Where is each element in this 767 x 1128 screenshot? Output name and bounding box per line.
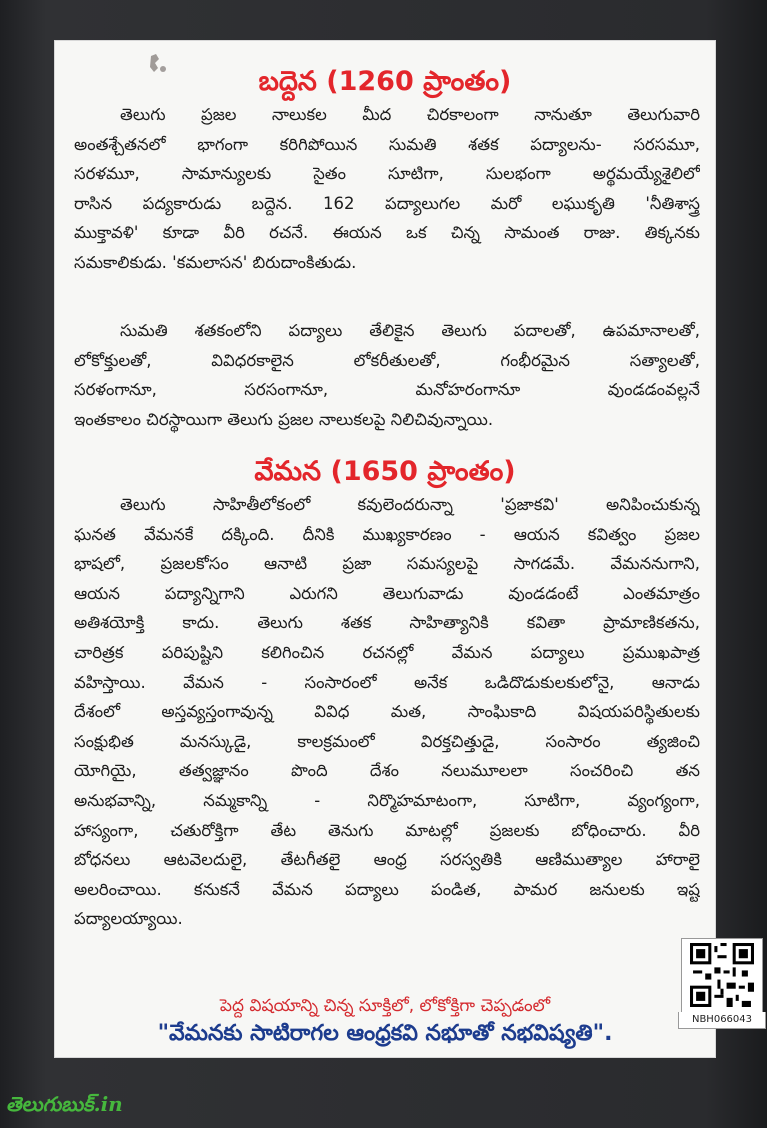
qr-code-icon — [681, 938, 763, 1014]
text-line: ఇంతకాలం చిరస్థాయిగా తెలుగు ప్రజల నాలుకలపై నిలిచివున్నాయి. — [74, 409, 494, 429]
text-line: అలరించాయి. కనుకనే వేమన పద్యాలు పండిత, పామర జనులకు ఇష్ట — [74, 879, 700, 899]
text-line: వహిస్తాయి. వేమన - సంసారంలో అనేక ఒడిదొడుకులకులోనై, ఆనాడు — [74, 672, 700, 692]
text-line: సమకాలికుడు. 'కమలాసన' బిరుదాంకితుడు. — [74, 252, 357, 272]
text-line: బోధనలు ఆటవెలదులై, తేటగీతలై ఆంధ్ర సరస్వతికి ఆణిముత్యాల హారాలై — [74, 850, 700, 870]
text-line: సరళమూ, సామాన్యులకు సైతం సూటిగా, సులభంగా అర్థమయ్యేశైలిలో — [74, 164, 700, 184]
text-line: ముక్తావళి' కూడా వీరి రచనే. ఈయన ఒక చిన్న సామంత రాజు. తిక్కనకు — [74, 223, 700, 243]
qr-code-label: NBH066043 — [678, 1012, 766, 1029]
text-line: భాషలో, ప్రజలకోసం ఆనాటి ప్రజా సమస్యలపై సాగడమే. వేమననుగాని, — [74, 554, 700, 574]
footer-subline: పెద్ద విషయాన్ని చిన్న సూక్తిలో, లోకోక్తిగా చెప్పడంలో — [219, 996, 551, 1016]
baddena-paragraph-2 — [74, 316, 700, 434]
text-line: హాస్యంగా, చతురోక్తిగా తేట తెనుగు మాటల్లో ప్రజలకు బోధించారు. వీరి — [74, 820, 700, 840]
text-line: ఘనత వేమనకే దక్కింది. దీనికి ముఖ్యకారణం - ఆయన కవిత్వం ప్రజల — [74, 524, 700, 544]
back-cover-text-panel — [54, 40, 716, 1058]
text-line: అంతశ్చేతనలో భాగంగా కరిగిపోయిన సుమతి శతక పద్యాలను- సరసమూ, — [74, 134, 700, 154]
text-line: రాసిన పద్యకారుడు బద్దెన. 162 పద్యాలుగల మరో లఘుకృతి 'నీతిశాస్త్ర — [74, 193, 700, 213]
footer-quote: "వేమనకు సాటిరాగల ఆంధ్రకవి నభూతో నభవిష్యతి". — [157, 1021, 613, 1046]
text-line: సుమతి శతకంలోని పద్యాలు తేలికైన తెలుగు పదాలతో, ఉపమానాలతో, — [120, 321, 700, 340]
baddena-paragraph-1 — [74, 100, 700, 278]
site-watermark: తెలుగుబుక్.in — [6, 1092, 123, 1116]
section-heading-vemana: వేమన (1650 ప్రాంతం) — [254, 456, 516, 487]
text-line: అనుభవాన్ని, నమ్మకాన్ని - నిర్మొహమాటంగా, సూటిగా, వ్యంగ్యంగా, — [74, 790, 700, 810]
text-line: లోకోక్తులతో, వివిధరకాలైన లోకరీతులతో, గంభీరమైన సత్యాలతో, — [74, 350, 700, 370]
text-line: చారిత్రక పరిపుష్టిని కలిగించిన రచనల్లో వేమన పద్యాలు ప్రముఖపాత్ర — [74, 642, 700, 662]
text-line: పద్యాలయ్యాయి. — [74, 909, 183, 929]
text-line: దేశంలో అస్తవ్యస్తంగావున్న వివిధ మత, సాంఘికాది విషయపరిస్థితులకు — [74, 702, 700, 722]
text-line: తెలుగు ప్రజల నాలుకల మీద చిరకాలంగా నానుతూ తెలుగువారి — [120, 105, 700, 124]
text-line: సరళంగానూ, సరసంగానూ, మనోహరంగానూ వుండడంవల్లనే — [74, 380, 700, 400]
text-line: అతిశయోక్తి కాదు. తెలుగు శతక సాహిత్యానికి కవితా ప్రామాణికతను, — [74, 613, 700, 633]
text-line: తెలుగు సాహితీలోకంలో కవులెందరున్నా 'ప్రజాకవి' అనిపించుకున్న — [120, 495, 700, 514]
text-line: ఆయన పద్యాన్నిగాని ఎరుగని తెలుగువాడు వుండడంటే ఎంతమాత్రం — [74, 583, 700, 603]
section-heading-baddena: బద్దెన (1260 ప్రాంతం) — [258, 66, 512, 97]
text-line: యోగియై, తత్వజ్ఞానం పొంది దేశం నలుమూలలా సంచరించి తన — [74, 761, 700, 781]
text-line: సంక్షుభిత మనస్కుడై, కాలక్రమంలో విరక్తచిత్తుడై, సంసారం త్యజించి — [74, 731, 700, 751]
qr-pattern — [690, 943, 754, 1007]
vemana-paragraph — [74, 490, 700, 934]
